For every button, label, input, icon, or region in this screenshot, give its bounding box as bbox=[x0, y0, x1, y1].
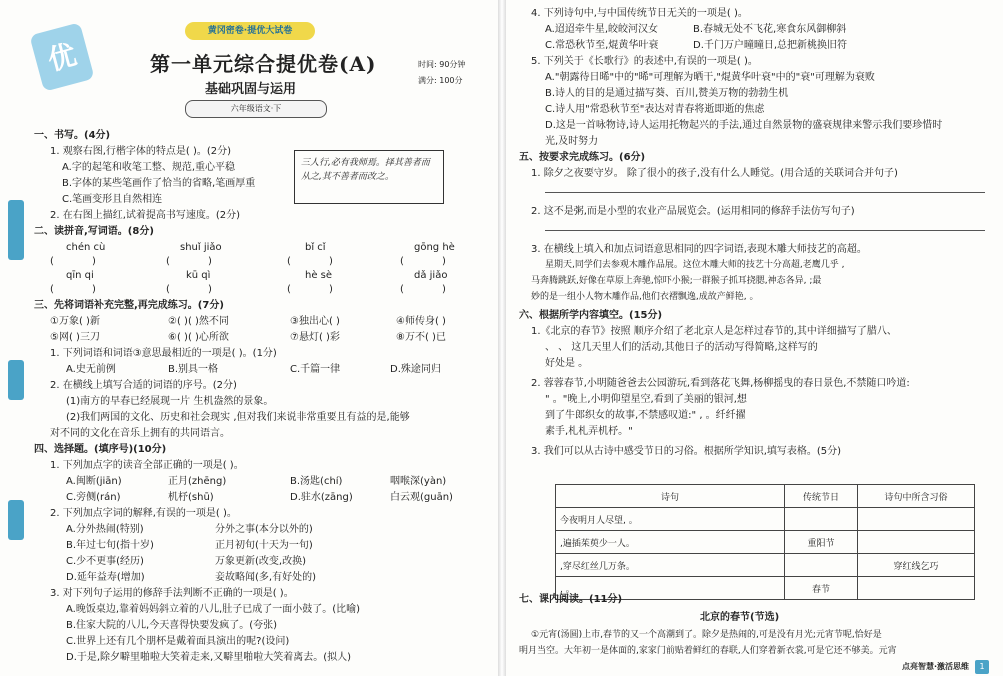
festival-table bbox=[555, 484, 975, 600]
option: D.延年益寿(增加) bbox=[66, 572, 145, 583]
table-cell[interactable] bbox=[858, 531, 975, 554]
option: 正月初旬(十天为一旬) bbox=[215, 540, 313, 551]
option: A.分外热闹(特别) bbox=[66, 524, 144, 535]
section-5-heading: 五、按要求完成练习。(6分) bbox=[519, 152, 646, 163]
side-tab-binding bbox=[8, 360, 24, 400]
option: 白云观(guān) bbox=[390, 492, 453, 503]
question: 3. 对下列句子运用的修辞手法判断不正确的一项是( )。 bbox=[50, 588, 294, 599]
table-cell[interactable] bbox=[785, 554, 858, 577]
question: 1.《北京的春节》按照 顺序介绍了老北京人是怎样过春节的,其中详细描写了腊八、 bbox=[531, 326, 897, 337]
option: A.字的起笔和收笔工整、规范,重心平稳 bbox=[62, 162, 236, 173]
idiom: ①万象( )新 bbox=[50, 316, 100, 327]
table-header: 诗句 bbox=[556, 485, 785, 508]
pinyin: gōng hè bbox=[414, 242, 455, 253]
fill-blank: 好处是 。 bbox=[545, 358, 589, 369]
grade-label: 六年级语文·下 bbox=[185, 100, 327, 118]
pinyin: shuǐ jiǎo bbox=[180, 242, 222, 253]
option: B.字体的某些笔画作了恰当的省略,笔画厚重 bbox=[62, 178, 256, 189]
table-cell[interactable]: 重阳节 bbox=[785, 531, 858, 554]
score-info: 满分: 100分 bbox=[418, 76, 463, 85]
pinyin: bǐ cǐ bbox=[305, 242, 326, 253]
option: A.迢迢牵牛星,皎皎河汉女 bbox=[545, 24, 659, 35]
table-cell[interactable] bbox=[858, 508, 975, 531]
table-header-row bbox=[556, 485, 975, 508]
option: 分外之事(本分以外的) bbox=[215, 524, 313, 535]
answer-box[interactable]: ( ) bbox=[400, 256, 446, 267]
option: A.闽断(jiān) bbox=[66, 476, 122, 487]
option: C.世界上还有几个朋杯是戴着面具演出的呢?(设问) bbox=[66, 636, 290, 647]
option: B.汤匙(chí) bbox=[290, 476, 343, 487]
passage: 马奔腾跳跃,好像在草原上奔驰,惊吓小猴;一群猴子抓耳挠腮,神态各异, ;最 bbox=[531, 276, 822, 286]
question: 2. 下列加点字词的解释,有误的一项是( )。 bbox=[50, 508, 237, 519]
question: 2. 在横线上填写合适的词语的序号。(2分) bbox=[50, 380, 237, 391]
answer-line[interactable] bbox=[545, 192, 985, 193]
option: B.年过七旬(指十岁) bbox=[66, 540, 154, 551]
page-title: 第一单元综合提优卷(A) bbox=[150, 52, 377, 76]
page-subtitle: 基础巩固与运用 bbox=[205, 82, 297, 97]
idiom: ⑦悬灯( )彩 bbox=[290, 332, 340, 343]
option: 妾故略闻(多,有好处的) bbox=[215, 572, 316, 583]
side-tab-binding bbox=[8, 200, 24, 260]
question: 2. 在右图上描红,试着提高书写速度。(2分) bbox=[50, 210, 241, 221]
time-info: 时间: 90分钟 bbox=[418, 60, 466, 69]
fill-blank: (1)南方的早春已经展现一片 生机盎然的景象。 bbox=[66, 396, 274, 407]
idiom: ⑤网( )三刀 bbox=[50, 332, 100, 343]
pinyin: kū qì bbox=[186, 270, 211, 281]
option: C.旁侧(rán) bbox=[66, 492, 121, 503]
answer-box[interactable]: ( ) bbox=[166, 256, 212, 267]
idiom: ④师传身( ) bbox=[396, 316, 446, 327]
fill-blank: 对不同的文化在音乐上拥有的共同语言。 bbox=[50, 428, 230, 439]
pinyin: dǎ jiǎo bbox=[414, 270, 448, 281]
passage: 明月当空。大年初一是体面的,家家门前贴着鲜红的春联,人们穿着新衣裳,可是它还不够美。元宵 bbox=[519, 646, 897, 656]
option: B.别具一格 bbox=[168, 364, 219, 375]
pinyin: hè sè bbox=[305, 270, 333, 281]
section-7-heading: 七、课内阅读。(11分) bbox=[519, 594, 623, 605]
option: C.笔画变形且自然相连 bbox=[62, 194, 163, 205]
option: D.这是一首咏物诗,诗人运用托物起兴的手法,通过自然景物的盛衰规律来警示我们要珍惜时 bbox=[545, 120, 943, 131]
option: 正月(zhēng) bbox=[168, 476, 227, 487]
fill-blank: 素手,札札弄机杼。" bbox=[545, 426, 633, 437]
table-cell[interactable]: 今夜明月人尽望, 。 bbox=[556, 508, 785, 531]
question: 3. 在横线上填入和加点词语意思相同的四字词语,表现木雕大师技艺的高超。 bbox=[531, 244, 867, 255]
question: 5. 下列关于《长歌行》的表述中,有误的一项是( )。 bbox=[531, 56, 758, 67]
table-cell[interactable] bbox=[858, 577, 975, 600]
table-header: 诗句中所含习俗 bbox=[858, 485, 975, 508]
series-banner: 黄冈密卷·提优大试卷 bbox=[185, 22, 315, 40]
option: 机杼(shū) bbox=[168, 492, 214, 503]
option: 咽喉深(yàn) bbox=[390, 476, 447, 487]
answer-box[interactable]: ( ) bbox=[166, 284, 212, 295]
section-2-heading: 二、读拼音,写词语。(8分) bbox=[34, 226, 154, 237]
answer-box[interactable]: ( ) bbox=[287, 284, 333, 295]
question: 1. 观察右图,行楷字体的特点是( )。(2分) bbox=[50, 146, 232, 157]
option: C.常恐秋节至,焜黄华叶衰 bbox=[545, 40, 659, 51]
option: D.驻水(zāng) bbox=[290, 492, 353, 503]
option: B.住家大院的八儿,今天喜得快要发疯了。(夸张) bbox=[66, 620, 278, 631]
calligraphy-sample: 三人行,必有我师焉。择其善者而从之,其不善者而改之。 bbox=[294, 150, 444, 204]
page-number: 1 bbox=[975, 660, 989, 674]
table-cell[interactable]: 春节 bbox=[785, 577, 858, 600]
question: 2. 这不是粥,而是小型的农业产品展览会。(运用相同的修辞手法仿写句子) bbox=[531, 206, 855, 217]
answer-box[interactable]: ( ) bbox=[50, 284, 96, 295]
option: 万象更新(改变,改换) bbox=[215, 556, 306, 567]
option: A.史无前例 bbox=[66, 364, 116, 375]
idiom: ②( )( )然不同 bbox=[168, 316, 229, 327]
table-header: 传统节日 bbox=[785, 485, 858, 508]
question: 4. 下列诗句中,与中国传统节日无关的一项是( )。 bbox=[531, 8, 748, 19]
table-row bbox=[556, 554, 975, 577]
passage: ①元宵(汤圆)上市,春节的又一个高潮到了。除夕是热闹的,可是没有月光;元宵节呢,恰好是 bbox=[531, 630, 882, 640]
section-1-heading: 一、书写。(4分) bbox=[34, 130, 111, 141]
table-cell[interactable]: ,穿尽红丝几万条。 bbox=[556, 554, 785, 577]
footer-slogan: 点亮智慧·激活思维 bbox=[901, 662, 969, 671]
option: B.春城无处不飞花,寒食东风御柳斜 bbox=[693, 24, 847, 35]
excellence-badge: 优 bbox=[29, 22, 94, 91]
option: C.少不更事(经历) bbox=[66, 556, 144, 567]
option: 光,及时努力 bbox=[545, 136, 599, 147]
question: 1. 下列词语和词语③意思最相近的一项是( )。(1分) bbox=[50, 348, 277, 359]
passage-title: 北京的春节(节选) bbox=[700, 612, 780, 623]
table-cell[interactable]: , 。 bbox=[556, 577, 785, 600]
section-3-heading: 三、先将词语补充完整,再完成练习。(7分) bbox=[34, 300, 224, 311]
answer-box[interactable]: ( ) bbox=[50, 256, 96, 267]
question: 1. 下列加点字的读音全部正确的一项是( )。 bbox=[50, 460, 244, 471]
table-cell[interactable] bbox=[785, 508, 858, 531]
section-4-heading: 四、选择题。(填序号)(10分) bbox=[34, 444, 167, 455]
fill-blank: 、 、 这几天里人们的活动,其他日子的活动写得简略,这样写的 bbox=[545, 342, 818, 353]
idiom: ⑧万不( )已 bbox=[396, 332, 446, 343]
answer-box[interactable]: ( ) bbox=[287, 256, 333, 267]
option: C.诗人用"常恐秋节至"表达对青春将逝即逝的焦虑 bbox=[545, 104, 765, 115]
option: B.诗人的目的是通过描写葵、百川,赞美万物的勃勃生机 bbox=[545, 88, 789, 99]
answer-box[interactable]: ( ) bbox=[400, 284, 446, 295]
idiom: ③独出心( ) bbox=[290, 316, 340, 327]
option: D.殊途同归 bbox=[390, 364, 441, 375]
option: A.晚饭桌边,靠着妈妈斜立着的八儿,肚子已成了一面小鼓了。(比喻) bbox=[66, 604, 361, 615]
question: 3. 我们可以从古诗中感受节日的习俗。根据所学知识,填写表格。(5分) bbox=[531, 446, 842, 457]
idiom: ⑥( )( )心所欲 bbox=[168, 332, 229, 343]
table-cell[interactable]: 穿红线乞巧 bbox=[858, 554, 975, 577]
passage: 妙的是一组小人物木雕作品,他们衣褶飘逸,成故产鲜艳, 。 bbox=[531, 292, 759, 302]
option: A."朝露待日晞"中的"晞"可理解为晒干,"焜黄华叶衰"中的"衰"可理解为衰败 bbox=[545, 72, 875, 83]
option: C.千篇一律 bbox=[290, 364, 341, 375]
option: D.千门万户曈曈日,总把新桃换旧符 bbox=[693, 40, 848, 51]
passage: 星期天,同学们去参观木雕作品展。这位木雕大师的技艺十分高超,老鹰几乎 , bbox=[545, 260, 845, 270]
section-6-heading: 六、根据所学内容填空。(15分) bbox=[519, 310, 663, 321]
fill-blank: (2)我们两国的文化、历史和社会现实 ,但对我们来说非常重要且有益的是,能够 bbox=[66, 412, 410, 423]
table-row bbox=[556, 531, 975, 554]
fill-blank: " 。"晚上,小明仰望星空,看到了美丽的银河,想 bbox=[545, 394, 747, 405]
pinyin: chén cù bbox=[66, 242, 106, 253]
fill-blank: 到了牛郎织女的故事,不禁感叹道:" , 。纤纤擢 bbox=[545, 410, 746, 421]
table-cell[interactable]: ,遍插茱萸少一人。 bbox=[556, 531, 785, 554]
pinyin: qīn qi bbox=[66, 270, 94, 281]
left-column bbox=[0, 0, 500, 676]
table-row bbox=[556, 508, 975, 531]
option: D.于是,除夕噼里啪啦大笑着走来,又噼里啪啦大笑着离去。(拟人) bbox=[66, 652, 352, 663]
question: 2. 蓉蓉春节,小明随爸爸去公园游玩,看到落花飞舞,杨柳摇曳的春日景色,不禁随口吟道: bbox=[531, 378, 910, 389]
side-tab-binding bbox=[8, 500, 24, 540]
answer-line[interactable] bbox=[545, 230, 985, 231]
question: 1. 除夕之夜要守岁。 除了很小的孩子,没有什么人睡觉。(用合适的关联词合并句子) bbox=[531, 168, 898, 179]
